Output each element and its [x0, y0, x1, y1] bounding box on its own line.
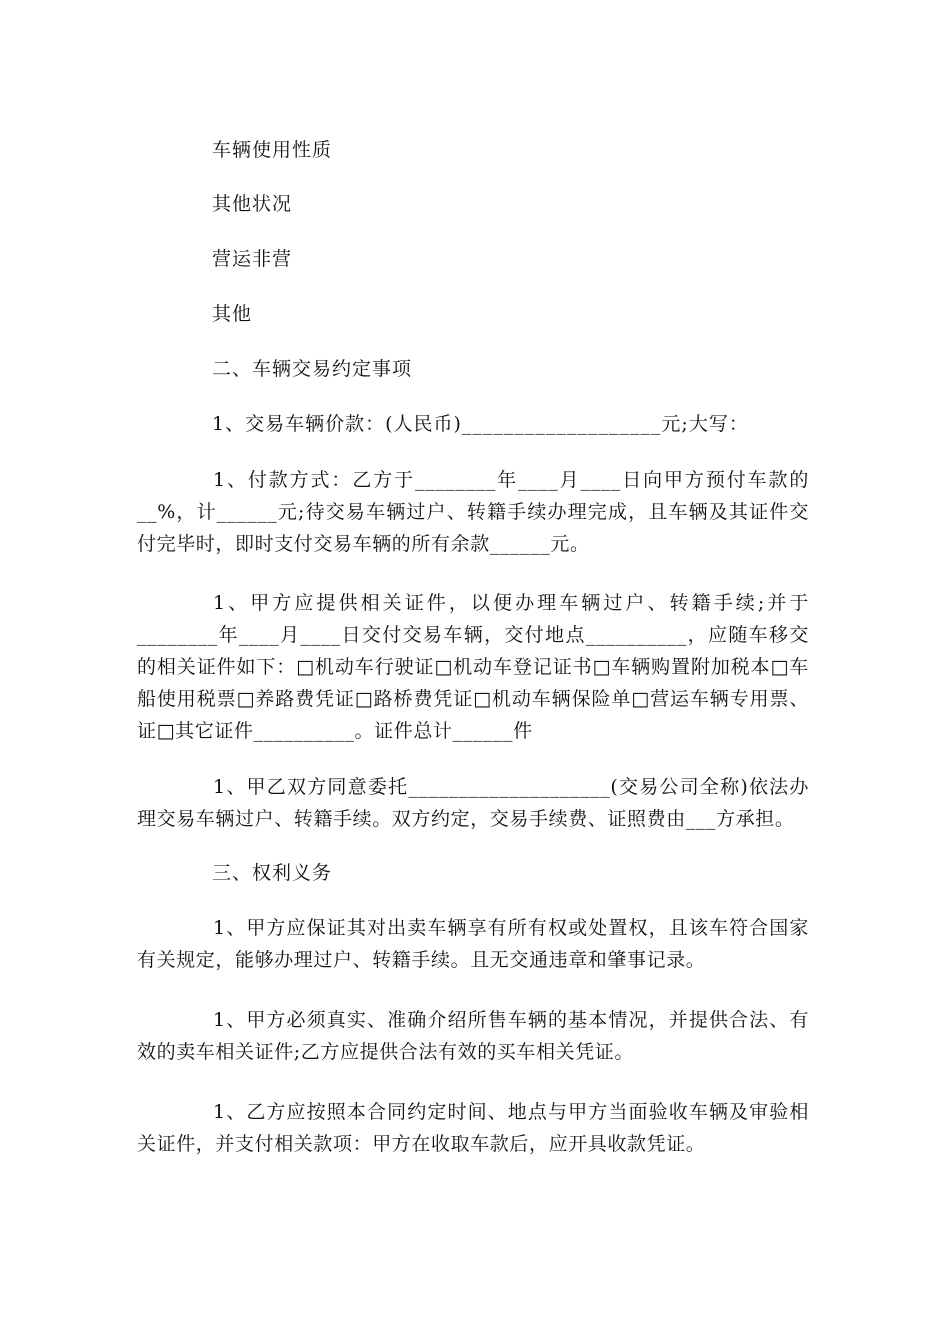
rights-clause-3: 1、乙方应按照本合同约定时间、地点与甲方当面验收车辆及审验相关证件，并支付相关款项：甲方在收取车款后，应开具收款凭证。 — [137, 1101, 809, 1155]
item-other-condition: 其他状况 — [212, 193, 293, 215]
item-vehicle-usage: 车辆使用性质 — [212, 139, 333, 161]
agency-clause: 1、甲乙双方同意委托____________________(交易公司全称)依法办理交易车辆过户、转籍手续。双方约定，交易手续费、证照费由___方承担。 — [137, 776, 809, 830]
rights-clause-1: 1、甲方应保证其对出卖车辆享有所有权或处置权，且该车符合国家有关规定，能够办理过户、转籍手续。且无交通违章和肇事记录。 — [137, 917, 809, 971]
item-operating-status: 营运非营 — [212, 248, 293, 270]
section-heading-transaction: 二、车辆交易约定事项 — [212, 358, 413, 380]
section-heading-rights: 三、权利义务 — [212, 862, 333, 884]
payment-clause: 1、付款方式：乙方于________年____月____日向甲方预付车款的__%，计______元;待交易车辆过户、转籍手续办理完成，且车辆及其证件交付完毕时，即时支付交易车辆的所有余款______元。 — [137, 469, 809, 555]
rights-clause-2: 1、甲方必须真实、准确介绍所售车辆的基本情况，并提供合法、有效的卖车相关证件;乙方应提供合法有效的买车相关凭证。 — [137, 1009, 809, 1063]
documents-clause: 1、甲方应提供相关证件，以便办理车辆过户、转籍手续;并于________年____月____日交付交易车辆，交付地点__________，应随车移交的相关证件如下：□机动车行驶证□机动车登记证书□车辆购置附加税本□车船使用税票□养路费凭证□路桥费凭证□机动车辆保险单□营运车辆专用票、证□其它证件__________。证件总计______件 — [137, 592, 809, 742]
price-clause: 1、交易车辆价款：(人民币)___________________元;大写： — [212, 413, 749, 435]
item-other: 其他 — [212, 303, 253, 325]
